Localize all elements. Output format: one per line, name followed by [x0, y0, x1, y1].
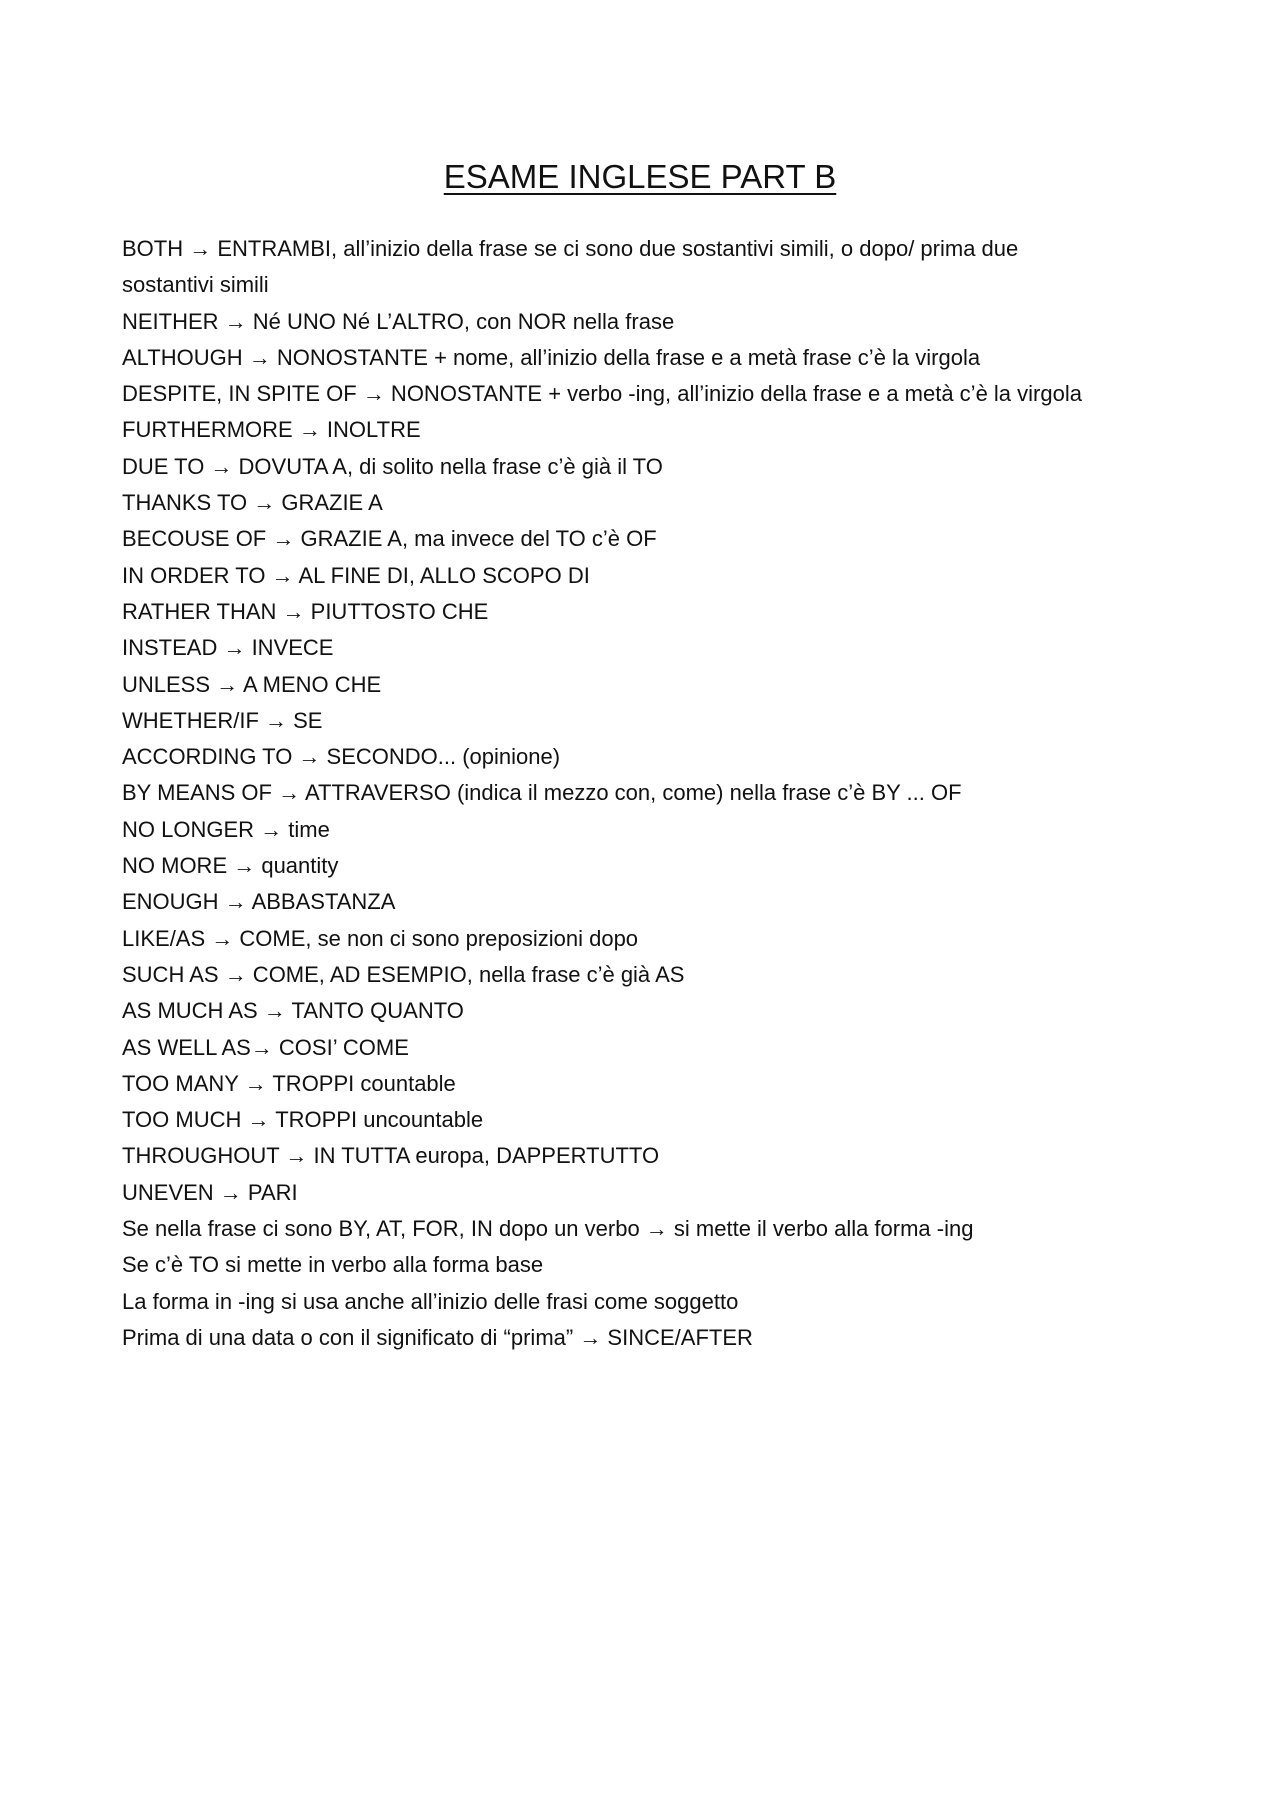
- text-line: BECOUSE OF → GRAZIE A, ma invece del TO c’è OF: [122, 526, 657, 552]
- text-line: WHETHER/IF → SE: [122, 707, 323, 733]
- text-line: NO LONGER → time: [122, 816, 330, 842]
- text-line: IN ORDER TO → AL FINE DI, ALLO SCOPO DI: [122, 562, 590, 588]
- text-line: AS WELL AS→ COSI’ COME: [122, 1034, 409, 1060]
- text-line: TOO MUCH → TROPPI uncountable: [122, 1107, 484, 1133]
- text-line: FURTHERMORE → INOLTRE: [122, 417, 421, 443]
- text-line: THROUGHOUT → IN TUTTA europa, DAPPERTUTTO: [122, 1143, 660, 1169]
- text-line: DESPITE, IN SPITE OF → NONOSTANTE + verbo -ing, all’inizio della frase e a metà c’è la virgola: [122, 381, 1082, 407]
- text-line: THANKS TO → GRAZIE A: [122, 490, 383, 516]
- text-line: INSTEAD → INVECE: [122, 635, 334, 661]
- text-line: Prima di una data o con il significato di “prima” → SINCE/AFTER: [122, 1324, 753, 1350]
- text-line: NEITHER → Né UNO Né L’ALTRO, con NOR nella frase: [122, 308, 675, 334]
- text-line: ALTHOUGH → NONOSTANTE + nome, all’inizio della frase e a metà frase c’è la virgola: [122, 344, 981, 370]
- text-line: ENOUGH → ABBASTANZA: [122, 889, 396, 915]
- text-line: UNEVEN → PARI: [122, 1179, 298, 1205]
- text-line: NO MORE → quantity: [122, 853, 339, 879]
- text-line: TOO MANY → TROPPI countable: [122, 1070, 456, 1096]
- text-line: AS MUCH AS → TANTO QUANTO: [122, 998, 464, 1024]
- text-line: La forma in -ing si usa anche all’inizio delle frasi come soggetto: [122, 1288, 739, 1314]
- text-line: ACCORDING TO → SECONDO... (opinione): [122, 744, 561, 770]
- text-line: DUE TO → DOVUTA A, di solito nella frase c’è già il TO: [122, 453, 663, 479]
- text-line: Se nella frase ci sono BY, AT, FOR, IN dopo un verbo → si mette il verbo alla forma -ing: [122, 1216, 974, 1242]
- text-line: Se c’è TO si mette in verbo alla forma base: [122, 1252, 544, 1278]
- text-line: UNLESS → A MENO CHE: [122, 671, 382, 697]
- document-title: [0, 157, 1280, 197]
- text-line: SUCH AS → COME, AD ESEMPIO, nella frase c’è già AS: [122, 961, 685, 987]
- text-line: BY MEANS OF → ATTRAVERSO (indica il mezzo con, come) nella frase c’è BY ... OF: [122, 780, 962, 806]
- text-line: BOTH → ENTRAMBI, all’inizio della frase se ci sono due sostantivi simili, o dopo/ prima due: [122, 236, 1019, 261]
- document-body: [122, 231, 1182, 1356]
- text-line: RATHER THAN → PIUTTOSTO CHE: [122, 598, 489, 624]
- document-title-text: ESAME INGLESE PART B: [443, 158, 837, 195]
- text-line: LIKE/AS → COME, se non ci sono preposizioni dopo: [122, 925, 639, 951]
- text-line: sostantivi simili: [122, 272, 269, 298]
